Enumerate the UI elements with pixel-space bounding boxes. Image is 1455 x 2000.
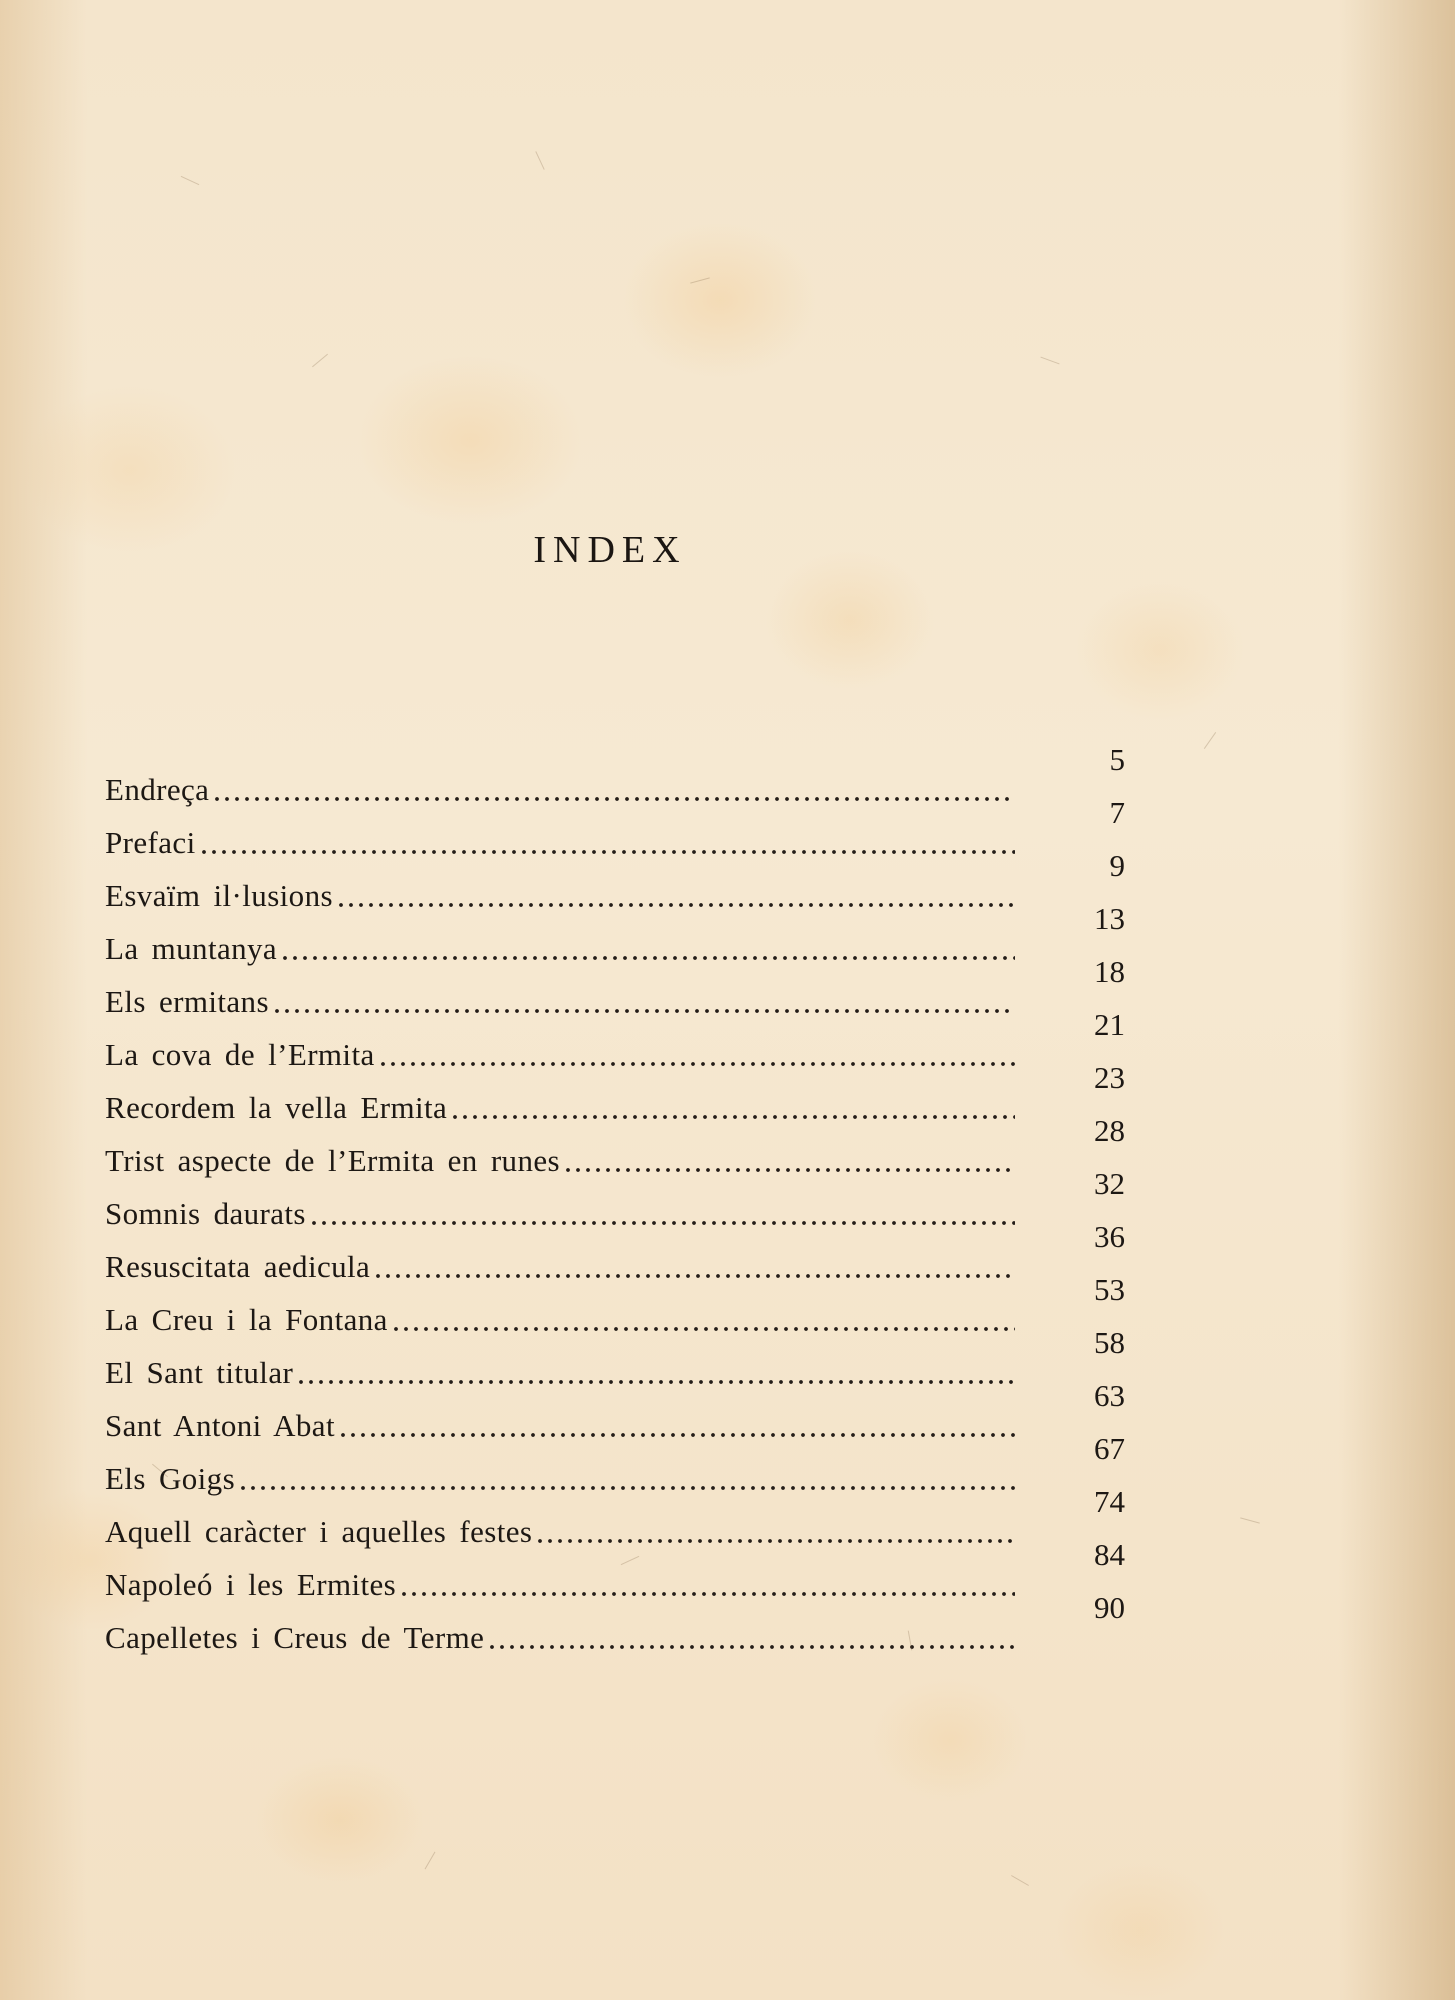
dot-leader [378, 1061, 1015, 1067]
toc-entry-label: Resuscitata aedicula [105, 1249, 371, 1284]
toc-row [105, 1537, 1125, 1602]
toc-row [105, 742, 1125, 807]
toc-entry-label: La muntanya [105, 931, 278, 966]
toc-row [105, 901, 1125, 966]
toc-page-number: 90 [1094, 1590, 1125, 1625]
toc-row [105, 1007, 1125, 1072]
dot-leader [450, 1114, 1015, 1120]
dot-leader [535, 1538, 1015, 1544]
toc-entry-label: Recordem la vella Ermita [105, 1090, 448, 1125]
toc-entry-label: Somnis daurats [105, 1196, 306, 1231]
paper-fiber [535, 151, 544, 170]
toc-row [105, 1431, 1125, 1496]
dot-leader [238, 1485, 1015, 1491]
paper-fiber [1040, 357, 1059, 365]
dot-leader [336, 902, 1015, 908]
toc-entry-label: Sant Antoni Abat [105, 1408, 335, 1443]
toc-entry-label: Prefaci [105, 825, 196, 860]
toc-page-number: 28 [1094, 1113, 1125, 1148]
toc-row [105, 1166, 1125, 1231]
toc-page-number: 13 [1094, 901, 1125, 936]
dot-leader [373, 1273, 1015, 1279]
toc-page-number: 53 [1094, 1272, 1125, 1307]
paper-fiber [312, 354, 328, 368]
toc-row [105, 1219, 1125, 1284]
dot-leader [563, 1167, 1015, 1173]
toc-entry-label: Trist aspecte de l’Ermita en runes [105, 1143, 560, 1178]
toc-row [105, 1325, 1125, 1390]
toc-page-number: 58 [1094, 1325, 1125, 1360]
toc-entry-label: Aquell caràcter i aquelles festes [105, 1514, 533, 1549]
dot-leader [199, 849, 1015, 855]
paper-fiber [425, 1852, 436, 1870]
toc-row [105, 1272, 1125, 1337]
toc-page-number: 84 [1094, 1537, 1125, 1572]
toc-row [105, 1113, 1125, 1178]
toc-row [105, 1484, 1125, 1549]
toc-row [105, 795, 1125, 860]
toc-page-number: 21 [1094, 1007, 1125, 1042]
dot-leader [391, 1326, 1015, 1332]
toc-entry-label: La Creu i la Fontana [105, 1302, 388, 1337]
dot-leader [272, 1008, 1015, 1014]
toc-page-number: 23 [1094, 1060, 1125, 1095]
toc-row [105, 1060, 1125, 1125]
toc-page-number: 67 [1094, 1431, 1125, 1466]
dot-leader [280, 955, 1015, 961]
dot-leader [212, 796, 1015, 802]
toc-page-number: 5 [1109, 742, 1125, 777]
dot-leader [399, 1591, 1015, 1597]
dot-leader [338, 1432, 1015, 1438]
toc-page-number: 63 [1094, 1378, 1125, 1413]
toc-entry-label: La cova de l’Ermita [105, 1037, 375, 1072]
toc-page-number: 18 [1094, 954, 1125, 989]
page-title: INDEX [533, 529, 687, 571]
toc-entry-label: Els Goigs [105, 1461, 236, 1496]
toc-entry-label: Esvaïm il·lusions [105, 878, 333, 913]
paper-fiber [1240, 1517, 1260, 1523]
toc-page-number: 32 [1094, 1166, 1125, 1201]
toc-page-number: 74 [1094, 1484, 1125, 1519]
paper-fiber [181, 176, 200, 185]
toc-entry-label: Napoleó i les Ermites [105, 1567, 397, 1602]
dot-leader [487, 1644, 1015, 1650]
paper-fiber [1011, 1875, 1029, 1886]
toc-page-number: 7 [1109, 795, 1125, 830]
toc-entry-label: Endreça [105, 772, 210, 807]
toc-row [105, 954, 1125, 1019]
paper-fiber [1204, 732, 1216, 749]
toc-row [105, 848, 1125, 913]
toc-entry-label: Els ermitans [105, 984, 269, 1019]
toc-entry-label: Capelletes i Creus de Terme [105, 1620, 485, 1655]
paper-fiber [690, 277, 710, 283]
table-of-contents [105, 742, 1125, 1655]
toc-row [105, 1590, 1125, 1655]
dot-leader [309, 1220, 1015, 1226]
dot-leader [296, 1379, 1015, 1385]
toc-entry-label: El Sant titular [105, 1355, 294, 1390]
toc-row [105, 1378, 1125, 1443]
toc-page-number: 9 [1109, 848, 1125, 883]
toc-page-number: 36 [1094, 1219, 1125, 1254]
